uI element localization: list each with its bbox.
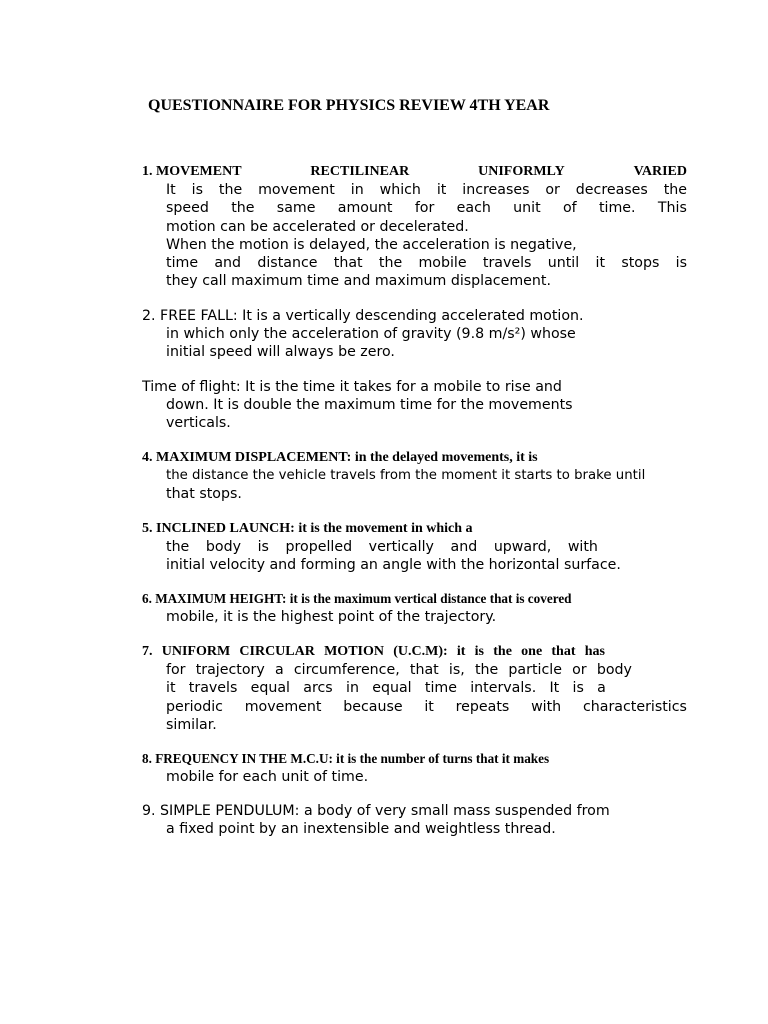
word: for bbox=[414, 200, 435, 217]
section-uniformly-varied-motion bbox=[142, 163, 687, 290]
section-maximum-displacement bbox=[142, 449, 687, 504]
word: UNIFORM bbox=[161, 644, 231, 659]
section-heading bbox=[142, 643, 605, 661]
section-time-of-flight bbox=[142, 378, 687, 433]
word: is, bbox=[448, 662, 465, 679]
word: 7. bbox=[142, 644, 153, 659]
word: intervals. bbox=[470, 680, 537, 697]
section-free-fall bbox=[142, 307, 687, 362]
word: which bbox=[379, 182, 421, 199]
word: a bbox=[597, 680, 606, 697]
word: or bbox=[572, 662, 587, 679]
word: UNIFORMLY bbox=[478, 164, 565, 179]
word: vertically bbox=[368, 539, 434, 556]
word: decreases bbox=[575, 182, 648, 199]
paragraph-line bbox=[142, 181, 687, 199]
word: circumference, bbox=[293, 662, 400, 679]
word: the bbox=[663, 182, 687, 199]
word: increases bbox=[462, 182, 530, 199]
word: is bbox=[474, 644, 485, 659]
paragraph-line bbox=[142, 254, 687, 272]
word: mobile bbox=[418, 254, 467, 271]
paragraph-line bbox=[142, 538, 598, 556]
word: one bbox=[521, 644, 543, 659]
word: movement bbox=[244, 698, 322, 715]
word: 1. MOVEMENT bbox=[142, 164, 242, 179]
word: in bbox=[346, 680, 359, 697]
word: repeats bbox=[455, 698, 510, 715]
section-simple-pendulum bbox=[142, 802, 687, 838]
word: that bbox=[333, 254, 363, 271]
word: unit bbox=[513, 200, 541, 217]
word: RECTILINEAR bbox=[310, 164, 410, 179]
section-frequency-mcu bbox=[142, 750, 687, 786]
word: for bbox=[166, 662, 186, 679]
word: the bbox=[231, 200, 255, 217]
word: amount bbox=[337, 200, 393, 217]
word: is bbox=[191, 182, 203, 199]
word: that bbox=[551, 644, 576, 659]
paragraph-line bbox=[142, 661, 632, 679]
section-heading bbox=[142, 163, 687, 181]
paragraph-line: Time of flight: It is the time it takes for a mobile to rise and bbox=[142, 379, 562, 395]
section-heading: 6. MAXIMUM HEIGHT: it is the maximum vertical distance that is covered bbox=[142, 591, 572, 606]
word: MOTION bbox=[324, 644, 384, 659]
word: the bbox=[493, 644, 512, 659]
word: body bbox=[205, 539, 241, 556]
paragraph-line: they call maximum time and maximum displacement. bbox=[166, 273, 551, 290]
paragraph-line: When the motion is delayed, the acceleration is negative, bbox=[166, 236, 577, 253]
word: travels bbox=[188, 680, 238, 697]
paragraph-line: mobile, it is the highest point of the trajectory. bbox=[166, 609, 497, 626]
word: trajectory bbox=[195, 662, 265, 679]
word: distance bbox=[257, 254, 318, 271]
section-uniform-circular-motion bbox=[142, 643, 687, 734]
word: CIRCULAR bbox=[239, 644, 315, 659]
word: it bbox=[595, 254, 606, 271]
word: equal bbox=[372, 680, 412, 697]
word: propelled bbox=[285, 539, 353, 556]
word: (U.C.M): bbox=[393, 644, 448, 659]
word: it bbox=[424, 698, 434, 715]
paragraph-line: that stops. bbox=[166, 486, 242, 503]
section-heading: 8. FREQUENCY IN THE M.C.U: it is the number of turns that it makes bbox=[142, 751, 550, 766]
word: in bbox=[350, 182, 364, 199]
paragraph-line: initial velocity and forming an angle with the horizontal surface. bbox=[166, 557, 621, 574]
paragraph-line: a fixed point by an inextensible and weightless thread. bbox=[166, 821, 556, 838]
word: It bbox=[549, 680, 560, 697]
paragraph-line: mobile for each unit of time. bbox=[166, 769, 369, 786]
word: or bbox=[545, 182, 560, 199]
word: equal bbox=[250, 680, 291, 697]
section-heading: 5. INCLINED LAUNCH: it is the movement in which a bbox=[142, 521, 473, 536]
paragraph-line: in which only the acceleration of gravity (9.8 m/s²) whose bbox=[166, 326, 576, 343]
word: it bbox=[456, 644, 466, 659]
word: the bbox=[474, 662, 499, 679]
paragraph-line: motion can be accelerated or decelerated. bbox=[166, 218, 469, 235]
paragraph-line: initial speed will always be zero. bbox=[166, 344, 395, 361]
word: speed bbox=[166, 200, 209, 217]
word: characteristics bbox=[582, 698, 687, 715]
word: It bbox=[166, 182, 176, 199]
paragraph-line: 9. SIMPLE PENDULUM: a body of very small mass suspended from bbox=[142, 803, 610, 819]
word: is bbox=[257, 539, 269, 556]
word: has bbox=[584, 644, 605, 659]
word: same bbox=[276, 200, 316, 217]
word: time bbox=[166, 254, 199, 271]
word: each bbox=[456, 200, 491, 217]
word: periodic bbox=[166, 698, 223, 715]
word: the bbox=[378, 254, 403, 271]
section-maximum-height bbox=[142, 590, 687, 626]
word: stops bbox=[621, 254, 660, 271]
word: the bbox=[166, 539, 190, 556]
word: it bbox=[166, 680, 176, 697]
paragraph-line: down. It is double the maximum time for the movements bbox=[166, 397, 573, 414]
paragraph-line: the distance the vehicle travels from the moment it starts to brake until bbox=[166, 468, 646, 484]
word: time bbox=[424, 680, 457, 697]
word: body bbox=[596, 662, 632, 679]
word: that bbox=[409, 662, 439, 679]
word: This bbox=[657, 200, 687, 217]
word: upward, bbox=[493, 539, 552, 556]
word: of bbox=[562, 200, 577, 217]
paragraph-line bbox=[142, 698, 687, 716]
word: arcs bbox=[303, 680, 333, 697]
paragraph-line bbox=[142, 199, 687, 217]
word: is bbox=[572, 680, 584, 697]
word: particle bbox=[508, 662, 562, 679]
word: and bbox=[214, 254, 242, 271]
section-heading: 4. MAXIMUM DISPLACEMENT: in the delayed movements, it is bbox=[142, 450, 538, 465]
paragraph-line bbox=[142, 679, 606, 697]
page-title: QUESTIONNAIRE FOR PHYSICS REVIEW 4TH YEAR bbox=[148, 97, 550, 114]
word: the bbox=[218, 182, 243, 199]
paragraph-line: 2. FREE FALL: It is a vertically descending accelerated motion. bbox=[142, 308, 584, 324]
word: VARIED bbox=[633, 164, 687, 179]
word: because bbox=[343, 698, 403, 715]
word: with bbox=[567, 539, 598, 556]
word: is bbox=[675, 254, 687, 271]
word: and bbox=[450, 539, 478, 556]
word: a bbox=[274, 662, 284, 679]
word: time. bbox=[598, 200, 636, 217]
word: travels bbox=[482, 254, 532, 271]
word: it bbox=[436, 182, 447, 199]
word: with bbox=[531, 698, 562, 715]
word: movement bbox=[258, 182, 335, 199]
paragraph-line: similar. bbox=[166, 716, 217, 733]
word: until bbox=[547, 254, 580, 271]
section-inclined-launch bbox=[142, 520, 687, 575]
paragraph-line: verticals. bbox=[166, 415, 231, 432]
